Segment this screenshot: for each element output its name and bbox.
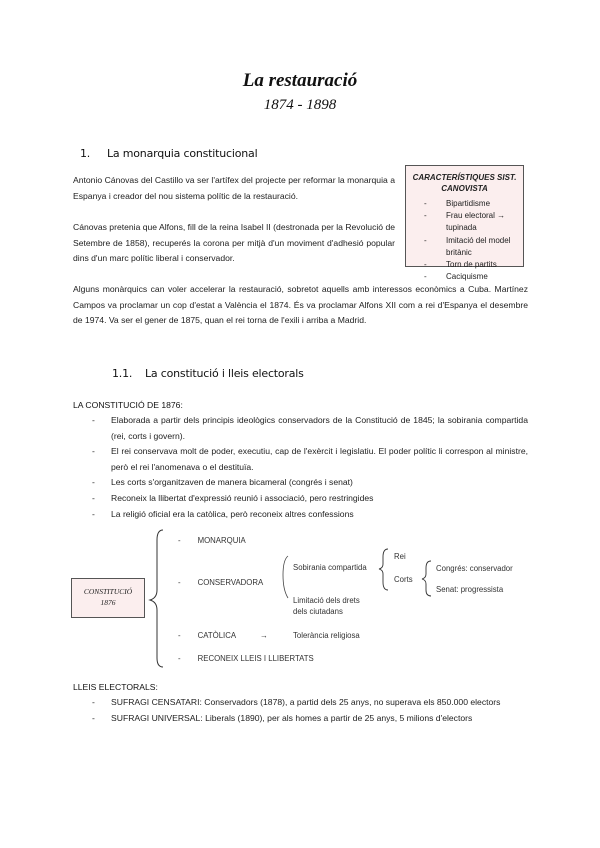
corts-label: Corts [394, 575, 413, 584]
list-item: - Torn de partits [406, 259, 523, 271]
branch-monarquia: - MONARQUIA [178, 536, 246, 545]
senat-label: Senat: progressista [436, 585, 504, 594]
page-subtitle: 1874 - 1898 [263, 97, 337, 113]
box-title: CARACTERÍSTIQUES SIST. CANOVISTA [412, 173, 517, 193]
section-number: 1. [80, 147, 91, 160]
constitucio-box: CONSTITUCIÓ 1876 [71, 578, 145, 618]
subsection-number: 1.1. [112, 367, 133, 380]
list-item: - Reconeix la llibertat d'expressió reunió i associació, pero restringides [92, 491, 528, 507]
paragraph-1: Antonio Cánovas del Castillo va ser l'artífex del projecte per reformar la monarquia a Espanya i creador del nou sistema polític de la restauració. [73, 175, 395, 201]
section-title: La monarquia constitucional [107, 147, 258, 160]
list-item: - SUFRAGI CENSATARI: Conservadors (1878), a partid dels 25 anys, no superava els 850.000 electors [92, 695, 528, 711]
list-item: - Frau electoral → tupinada [406, 210, 523, 234]
lleis-list [92, 695, 528, 726]
list-item: - Les corts s'organitzaven de manera bicameral (congrés i senat) [92, 475, 528, 491]
lleis-label: LLEIS ELECTORALS: [73, 682, 158, 692]
page-title: La restauració [242, 70, 358, 91]
branch-conservadora: - CONSERVADORA [178, 578, 264, 587]
paragraph-3: Alguns monàrquics can voler accelerar la restauració, sobretot aquells amb interessos econòmics a Cuba. Martínez Campos va proclamar un cop d'estat a València el 1874. És va proclamar Alfons XII com a rei d'Espanya el desembre de 1974. Va ser el gener de 1875, quan el rei torna de l'exili i arriba a Madrid. [73, 284, 528, 326]
branch-catolica: - CATÒLICA [178, 631, 237, 640]
list-item: - SUFRAGI UNIVERSAL: Liberals (1890), per als homes a partir de 25 anys, 5 milions d'electors [92, 711, 528, 727]
arrow-icon: → [260, 631, 268, 640]
list-item: - La religió oficial era la catòlica, però reconeix altres confessions [92, 507, 528, 523]
subsection-title: La constitució i lleis electorals [145, 367, 304, 380]
list-item: - Bipartidisme [406, 198, 523, 210]
congres-label: Congrés: conservador [436, 564, 513, 573]
list-item: - El rei conservava molt de poder, executiu, cap de l'exèrcit i legislatiu. El poder polític li correspon al ministre, però el rei l'anomenava o el destituïa. [92, 444, 528, 475]
limitacio-label: Limitació dels drets dels ciutadans [293, 596, 360, 616]
branch-catolica-result: Tolerància religiosa [293, 631, 360, 640]
list-item: - Imitació del model britànic [406, 235, 523, 259]
list-item: - Elaborada a partir dels principis ideològics conservadors de la Constitució de 1845; la sobirania compartida (rei, corts i govern). [92, 413, 528, 444]
paragraph-2: Cánovas pretenia que Alfons, fill de la reina Isabel II (destronada per la Revolució de Setembre de 1858), recuperés la corona per mitjà d'un moviment d'adhesió popular dins d'un marc polític liberal i conservador. [73, 222, 395, 264]
list-item: - Caciquisme [406, 271, 523, 283]
constitucio-label: LA CONSTITUCIÓ DE 1876: [73, 400, 183, 410]
rei-label: Rei [394, 552, 406, 561]
branch-lleis: - RECONEIX LLEIS I LLIBERTATS [178, 654, 314, 663]
sobirania-label: Sobirania compartida [293, 563, 367, 572]
